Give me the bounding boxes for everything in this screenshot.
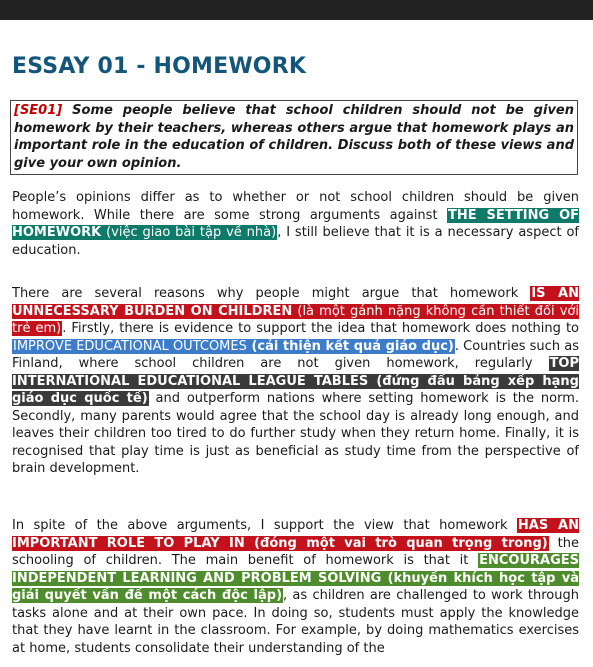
p2-text-2: . Firstly, there is evidence to support the idea that homework does nothing to (62, 321, 579, 336)
p2-highlight-vi: (là một gánh nặng không cần thiết đối với trẻ em) (12, 303, 579, 336)
p2-text-3: . Countries such as Finland, where school children are not given homework, regularly (12, 338, 579, 371)
p1-text-2: , I still believe that it is a necessary aspect of education. (12, 225, 579, 258)
p2-highlight-2-vi: (cải thiện kết quả giáo dục) (246, 338, 454, 354)
p3-text-3: , as children are challenged to work through tasks alone and at their own pace. In doing so, students must apply the knowledge that they have learnt in the classroom. For example, by doing mathematics exercises at home, students consolidate their understanding of the (12, 588, 579, 656)
essay-prompt-box (10, 100, 578, 175)
p3-text-1: In spite of the above arguments, I support the view that homework (12, 518, 517, 533)
paragraph-2 (12, 285, 579, 478)
p2-highlight-2-en: IMPROVE EDUCATIONAL OUTCOMES (13, 338, 247, 354)
p2-highlight-en: IS AN UNNECESSARY BURDEN ON CHILDREN (12, 286, 579, 319)
p1-highlight-en: THE SETTING OF HOMEWORK (12, 207, 580, 240)
p3-text-2: the schooling of children. The main benefit of homework is that it (12, 535, 579, 568)
top-bar (0, 0, 593, 20)
p2-highlight-league-tables: TOP INTERNATIONAL EDUCATIONAL LEAGUE TABLES (đứng đầu bảng xếp hạng giáo dục quốc tế) (12, 356, 579, 406)
p1-highlight-vi: (việc giao bài tập về nhà) (101, 225, 277, 240)
prompt-text: Some people believe that school children should not be given homework by their teachers, whereas others argue that homework plays an important role in the education of children. Discuss both of these views and give your own opinion. (14, 103, 574, 171)
paragraph-3 (12, 517, 579, 657)
p2-text-1: There are several reasons why people might argue that homework (12, 286, 531, 301)
p3-highlight-important-role: HAS AN IMPORTANT ROLE TO PLAY IN (đóng một vai trò quan trọng trong) (12, 518, 579, 551)
p1-text-1: People’s opinions differ as to whether or not school children should be given homework. While there are some strong arguments against (12, 190, 579, 223)
p2-highlight-outcomes (12, 339, 455, 354)
p2-text-4: and outperform nations where setting homework is the norm. Secondly, many parents would agree that the school day is already long enough, and leaves their children too tired to do further study when they return home. Finally, it is recognised that play time is just as beneficial as study time from the perspective of brain development. (12, 391, 580, 476)
prompt-code: [SE01] (14, 103, 63, 118)
p3-highlight-independent-learning: ENCOURAGES INDEPENDENT LEARNING AND PROBLEM SOLVING (khuyến khích học tập và giải quyết vấn đề một cách độc lập) (12, 553, 579, 603)
essay-title: ESSAY 01 - HOMEWORK (12, 54, 307, 79)
paragraph-1 (12, 189, 579, 259)
